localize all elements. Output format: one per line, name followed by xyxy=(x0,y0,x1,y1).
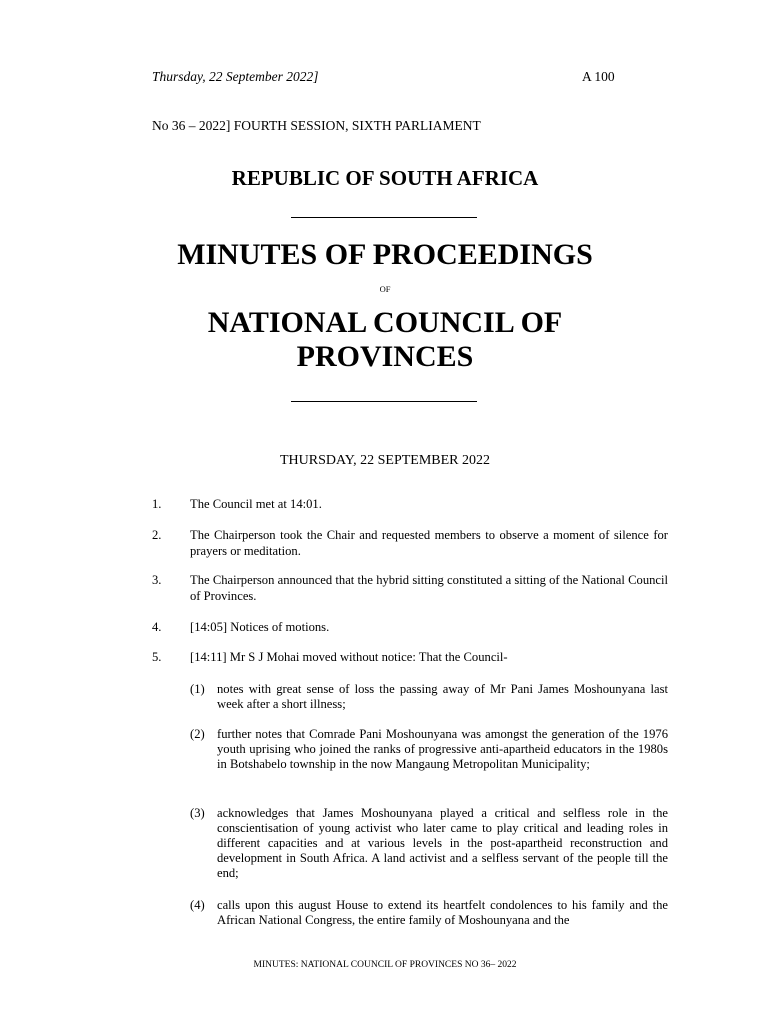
minute-item xyxy=(152,649,668,665)
page-footer: MINUTES: NATIONAL COUNCIL OF PROVINCES NO 36– 2022 xyxy=(253,960,517,970)
subitem-number: (4) xyxy=(190,898,205,912)
council-title-line-2: PROVINCES xyxy=(296,340,474,373)
council-title-line-1: NATIONAL COUNCIL OF xyxy=(207,306,563,339)
item-text: [14:11] Mr S J Mohai moved without notice: That the Council- xyxy=(190,650,508,664)
item-text: [14:05] Notices of motions. xyxy=(190,620,330,634)
subitem-number: (2) xyxy=(190,727,205,741)
item-text: The Chairperson took the Chair and requested members to observe a moment of silence for prayers or meditation. xyxy=(190,528,668,558)
sitting-date: THURSDAY, 22 SEPTEMBER 2022 xyxy=(279,453,491,468)
item-number: 4. xyxy=(152,620,162,634)
motion-subitem xyxy=(190,727,668,772)
minute-item xyxy=(152,496,668,512)
page-reference: A 100 xyxy=(582,69,615,84)
divider-rule xyxy=(291,217,477,218)
minute-item xyxy=(152,572,668,604)
minute-item xyxy=(152,527,668,559)
item-text: The Chairperson announced that the hybrid sitting constituted a sitting of the National Council of Provinces. xyxy=(190,573,668,603)
motion-subitem xyxy=(190,898,668,928)
item-number: 2. xyxy=(152,528,162,542)
item-number: 3. xyxy=(152,573,162,587)
item-number: 5. xyxy=(152,650,162,664)
divider-rule xyxy=(291,401,477,402)
republic-heading: REPUBLIC OF SOUTH AFRICA xyxy=(231,166,539,190)
subitem-number: (3) xyxy=(190,806,205,820)
motion-subitem xyxy=(190,806,668,881)
subitem-text: calls upon this august House to extend its heartfelt condolences to his family and the African National Congress, the entire family of Moshounyana and the xyxy=(217,898,668,927)
session-line: No 36 – 2022] FOURTH SESSION, SIXTH PARLIAMENT xyxy=(152,118,481,133)
council-title xyxy=(0,306,770,374)
subitem-text: further notes that Comrade Pani Moshounyana was amongst the generation of the 1976 youth uprising who joined the ranks of progressive anti-apartheid educators in the 1980s in Botshabelo township in the now Mangaung Metropolitan Municipality; xyxy=(217,727,668,771)
subitem-text: notes with great sense of loss the passing away of Mr Pani James Moshounyana last week after a short illness; xyxy=(217,682,668,711)
subitem-number: (1) xyxy=(190,682,205,696)
motion-subitem xyxy=(190,682,668,712)
minute-item xyxy=(152,619,668,635)
header-date: Thursday, 22 September 2022] xyxy=(152,69,319,84)
item-text: The Council met at 14:01. xyxy=(190,497,322,511)
subitem-text: acknowledges that James Moshounyana played a critical and selfless role in the conscientisation of young activist who later came to play critical and leading roles in different capacities and at various levels in the post-apartheid reconstruction and development in South Africa. A land activist and a selfless servant of the people till the end; xyxy=(217,806,668,880)
minutes-title: MINUTES OF PROCEEDINGS xyxy=(177,238,593,271)
item-number: 1. xyxy=(152,497,162,511)
of-label: OF xyxy=(379,284,391,294)
